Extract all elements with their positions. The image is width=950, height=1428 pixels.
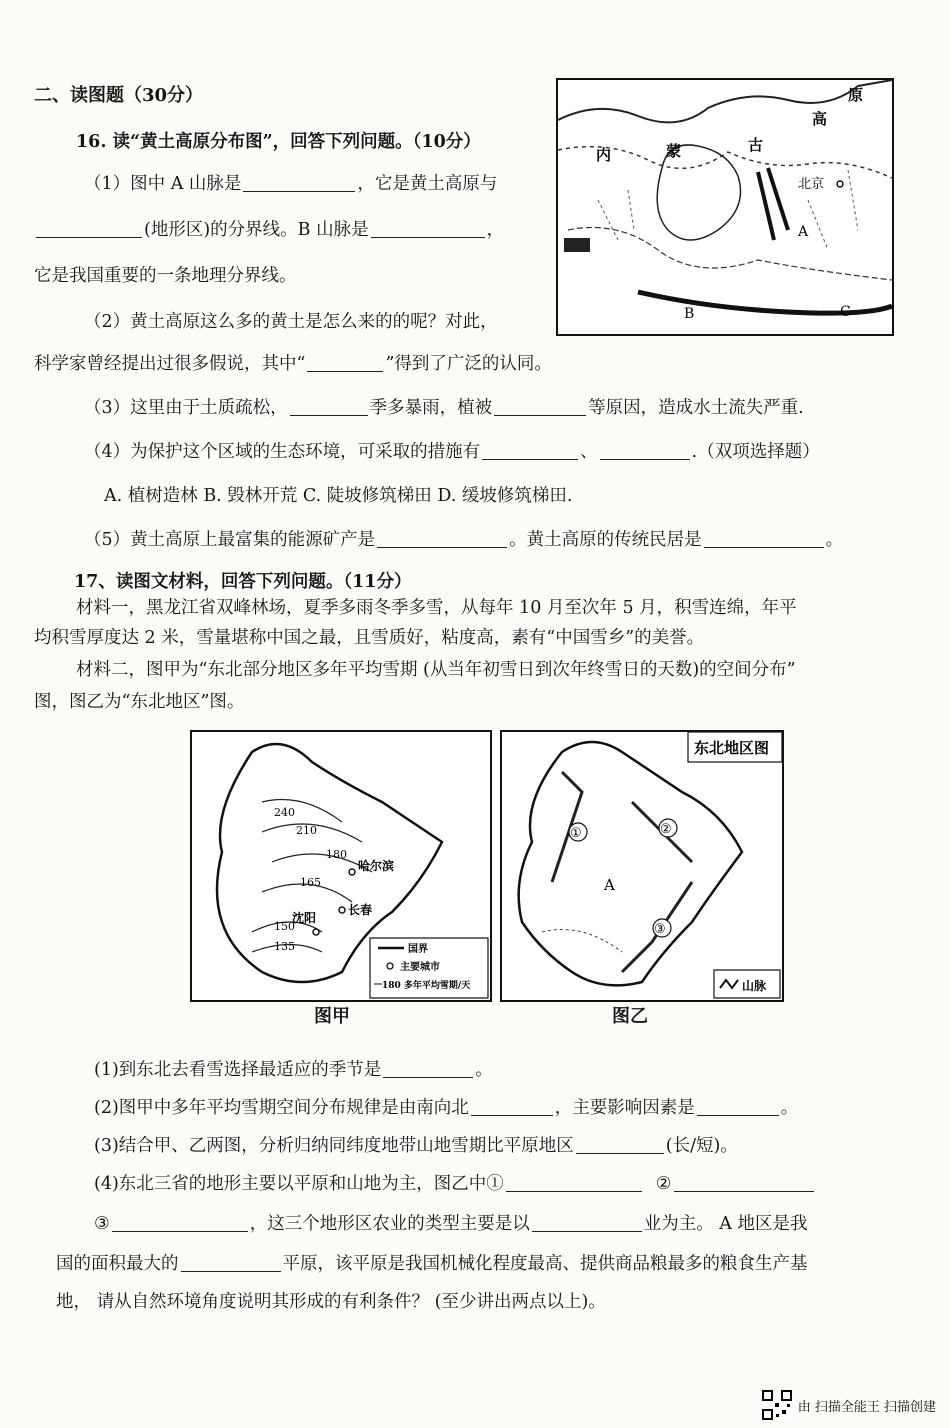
contour-label-150: 150	[274, 920, 295, 933]
map-yi-caption: 图乙	[612, 1006, 648, 1027]
q17-2-blank-b[interactable]	[697, 1097, 779, 1116]
q16-5-blank-a[interactable]	[377, 529, 507, 548]
label-yuan: 原	[848, 86, 864, 104]
q16-title: 16. 读“黄土高原分布图”，回答下列问题。（10分）	[76, 132, 481, 152]
q17-4-blank-3[interactable]	[112, 1213, 248, 1232]
q16-4-blank-a[interactable]	[482, 441, 578, 460]
q16-line6: （3）这里由于土质疏松， 季多暴雨，植被 等原因，造成水土流失严重.	[84, 398, 804, 418]
beijing-marker	[837, 181, 843, 187]
q16-4-blank-b[interactable]	[600, 441, 690, 460]
qr-code-icon	[762, 1390, 792, 1420]
label-beijing: 北京	[798, 177, 825, 192]
q17-material1-a: 材料一，黑龙江省双峰林场，夏季多雨冬季多雪，从每年 10 月至次年 5 月，积雪连绵，年平	[76, 598, 797, 618]
q16-3-blank-a[interactable]	[290, 397, 368, 416]
a-mountain-range	[758, 168, 788, 240]
q16-3-blank-b[interactable]	[494, 397, 586, 416]
q16-line3: 它是我国重要的一条地理分界线。	[34, 266, 297, 286]
legend-city-label: 主要城市	[400, 962, 440, 973]
changchun-marker	[339, 907, 345, 913]
q16-options: A. 植树造林 B. 毁林开荒 C. 陡坡修筑梯田 D. 缓坡修筑梯田.	[104, 486, 573, 506]
legend-contour-label: 180 多年平均雪期/天	[382, 981, 471, 991]
map-jia-caption: 图甲	[314, 1006, 350, 1027]
contour-label-165: 165	[300, 876, 321, 889]
province-border	[542, 930, 622, 953]
contour-label-135: 135	[274, 940, 295, 953]
snow-period-map	[192, 732, 490, 1000]
scanner-footer	[762, 1390, 936, 1420]
mark-three: ③	[654, 922, 666, 937]
section-title: 二、读图题（30分）	[34, 85, 204, 106]
q16-1-blank-a[interactable]	[243, 173, 355, 192]
mark-a: A	[604, 876, 615, 894]
label-gu: 古	[748, 136, 764, 154]
q17-4-blank-5[interactable]	[181, 1253, 281, 1272]
mark-two: ②	[660, 822, 672, 837]
contour-label-180: 180	[326, 848, 347, 861]
b-mountain-range	[638, 292, 892, 313]
changchun-label: 长春	[348, 903, 373, 917]
q17-material1-b: 均积雪厚度达 2 米，雪量堪称中国之最，且雪质好，粘度高，素有“中国雪乡”的美誉。	[34, 628, 705, 648]
q16-line5: 科学家曾经提出过很多假说，其中“ ”得到了广泛的认同。	[34, 354, 552, 374]
q17-4-line2: ③ ，这三个地形区农业的类型主要是以 业为主。 A 地区是我	[94, 1214, 808, 1234]
q17-3-blank[interactable]	[576, 1135, 664, 1154]
q17-material2-b: 图，图乙为“东北地区”图。	[34, 692, 245, 712]
q16-1-blank-c[interactable]	[371, 219, 485, 238]
q17-4-line1: (4)东北三省的地形主要以平原和山地为主，图乙中① ②	[94, 1172, 816, 1196]
contour-label-240: 240	[274, 806, 295, 819]
q17-2-blank-a[interactable]	[471, 1097, 553, 1116]
label-meng: 蒙	[666, 142, 682, 160]
q17-1-blank[interactable]	[383, 1059, 473, 1078]
loess-plateau-map	[556, 78, 894, 336]
shenyang-marker	[313, 929, 319, 935]
map-yi-title: 东北地区图	[694, 739, 770, 757]
label-b: B	[684, 306, 695, 322]
legend-border-label: 国界	[408, 944, 428, 955]
q16-5-blank-b[interactable]	[704, 529, 824, 548]
q16-line7: （4）为保护这个区域的生态环境，可采取的措施有 、 .（双项选择题）	[84, 442, 820, 462]
q16-line1: （1）图中 A 山脉是 ，它是黄土高原与	[84, 174, 498, 194]
map-jia	[190, 730, 492, 1002]
city-block	[564, 238, 590, 252]
shenyang-label: 沈阳	[292, 911, 317, 925]
mark-one: ①	[570, 826, 582, 841]
map-yi	[500, 730, 784, 1002]
northeast-map	[502, 732, 782, 1000]
footer-text: 由 扫描全能王 扫描创建	[797, 1399, 936, 1415]
contour-180	[272, 854, 372, 872]
national-border-line	[558, 80, 892, 122]
q16-line4: （2）黄土高原这么多的黄土是怎么来的的呢？对此，	[84, 312, 498, 332]
label-gao: 高	[812, 110, 828, 128]
q17-material2-a: 材料二，图甲为“东北部分地区多年平均雪期 (从当年初雪日到次年终雪日的天数)的空间分布”	[76, 660, 796, 680]
harbin-marker	[349, 869, 355, 875]
q17-4-blank-2[interactable]	[674, 1173, 814, 1192]
q17-4-line4: 地， 请从自然环境角度说明其形成的有利条件？ (至少讲出两点以上)。	[56, 1292, 606, 1312]
q17-1: (1)到东北去看雪选择最适应的季节是 。	[94, 1060, 493, 1080]
label-nei: 内	[596, 146, 612, 164]
contour-label-210: 210	[296, 824, 317, 837]
region-border	[519, 742, 742, 985]
q17-title: 17、读图文材料，回答下列问题。（11分）	[74, 572, 412, 592]
q17-3: (3)结合甲、乙两图，分析归纳同纬度地带山地雪期比平原地区 (长/短)。	[94, 1136, 738, 1156]
q17-2: (2)图甲中多年平均雪期空间分布规律是由南向北 ，主要影响因素是 。	[94, 1098, 799, 1118]
legend-mountain-label: 山脉	[742, 979, 767, 993]
label-a: A	[798, 224, 809, 240]
q17-4-line3: 国的面积最大的 平原，该平原是我国机械化程度最高、提供商品粮最多的粮食生产基	[56, 1254, 808, 1274]
q17-4-blank-4[interactable]	[532, 1213, 642, 1232]
plateau-boundary	[568, 228, 892, 281]
q16-2-blank[interactable]	[307, 353, 383, 372]
q16-line8: （5）黄土高原上最富集的能源矿产是 。黄土高原的传统民居是 。	[84, 530, 844, 550]
loess-map-drawing	[558, 80, 892, 334]
q16-line2: (地形区)的分界线。B 山脉是 ，	[34, 218, 504, 242]
label-c: C	[840, 304, 851, 320]
harbin-label: 哈尔滨	[358, 859, 395, 873]
q17-4-blank-1[interactable]	[506, 1173, 642, 1192]
q16-1-blank-b[interactable]	[36, 219, 142, 238]
